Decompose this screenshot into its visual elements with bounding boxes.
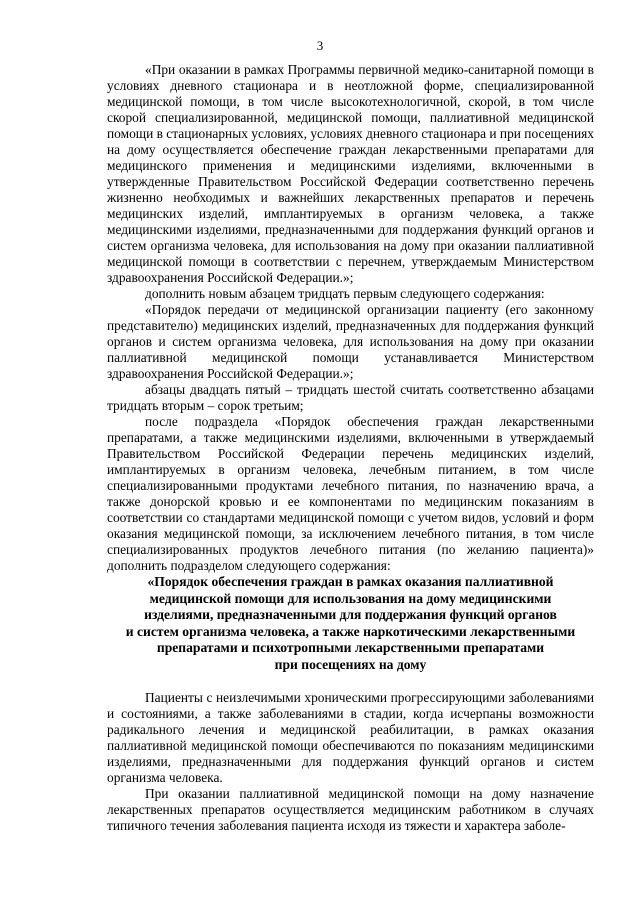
paragraph-transfer-procedure: «Порядок передачи от медицинской организации пациенту (его законному представителю) медицинских изделий, предназначенных для поддержания функций органов и систем организма человека, для использования на дому при оказании паллиативной медицинской помощи устанавливается Министерством здравоохранения Российской Федерации.»; xyxy=(107,302,594,381)
paragraph-patients: Пациенты с неизлечимыми хроническими прогрессирующими заболеваниями и состояниями, а также заболеваниями в стадии, когда исчерпаны возможности радикального лечения и медицинской реабилитации, в рамках оказания паллиативной медицинской помощи обеспечиваются по показаниям медицинскими изделиями, предназначенными для поддержания функций органов и систем организма человека. xyxy=(107,690,594,785)
paragraph-amendment-quote: «При оказании в рамках Программы первичной медико-санитарной помощи в условиях дневного стационара и в неотложной форме, специализированной медицинской помощи, в том числе высокотехнологичной, скорой, в том числе скорой специализированной, медицинской помощи, паллиативной медицинской помощи в стационарных условиях, условиях дневного стационара и при посещениях на дому осуществляется обеспечение граждан лекарственными препаратами для медицинского применения и медицинскими изделиями, включенными в утвержденные Правительством Российской Федерации соответственно перечень жизненно необходимых и важнейших лекарственных препаратов и перечень медицинских изделий, имплантируемых в организм человека, а также медицинскими изделиями, предназначенными для поддержания функций органов и систем организма человека, для использования на дому при оказании паллиативной медицинской помощи в соответствии с перечнем, утверждаемым Министерством здравоохранения Российской Федерации.»; xyxy=(107,62,594,285)
paragraph-add-instruction: дополнить новым абзацем тридцать первым следующего содержания: xyxy=(145,286,545,301)
paragraph-home-care: При оказании паллиативной медицинской помощи на дому назначение лекарственных препаратов осуществляется медицинским работником в случаях типичного течения заболевания пациента исходя из тяжести и характера заболе- xyxy=(107,786,594,833)
body-text-top xyxy=(107,62,594,574)
paragraph-renumber: абзацы двадцать пятый – тридцать шестой считать соответственно абзацами тридцать вторым – сорок третьим; xyxy=(107,382,594,413)
heading-line: препаратами и психотропными лекарственными препаратами xyxy=(156,640,545,655)
paragraph-subsection-insert: после подраздела «Порядок обеспечения граждан лекарственными препаратами, а также медицинскими изделиями, включенными в утверждаемый Правительством Российской Федерации перечень медицинских изделий, имплантируемых в организм человека, лечебным питанием, в том числе специализированными продуктами лечебного питания, по назначению врача, а также донорской кровью и ее компонентами по медицинским показаниям в соответствии со стандартами медицинской помощи с учетом видов, условий и форм оказания медицинской помощи, за исключением лечебного питания, в том числе специализированных продуктов лечебного питания (по желанию пациента)» дополнить подразделом следующего содержания: xyxy=(107,414,594,573)
section-heading xyxy=(107,574,594,673)
heading-line: изделиями, предназначенными для поддержания функций органов xyxy=(144,607,557,622)
heading-line: при посещениях на дому xyxy=(274,656,427,672)
heading-line: и систем организма человека, а также наркотическими лекарственными xyxy=(125,623,576,639)
body-text-bottom xyxy=(107,690,594,834)
heading-line: медицинской помощи для использования на дому медицинскими xyxy=(149,590,552,606)
page-number: 3 xyxy=(316,38,324,53)
heading-line: «Порядок обеспечения граждан в рамках оказания паллиативной xyxy=(147,574,554,589)
